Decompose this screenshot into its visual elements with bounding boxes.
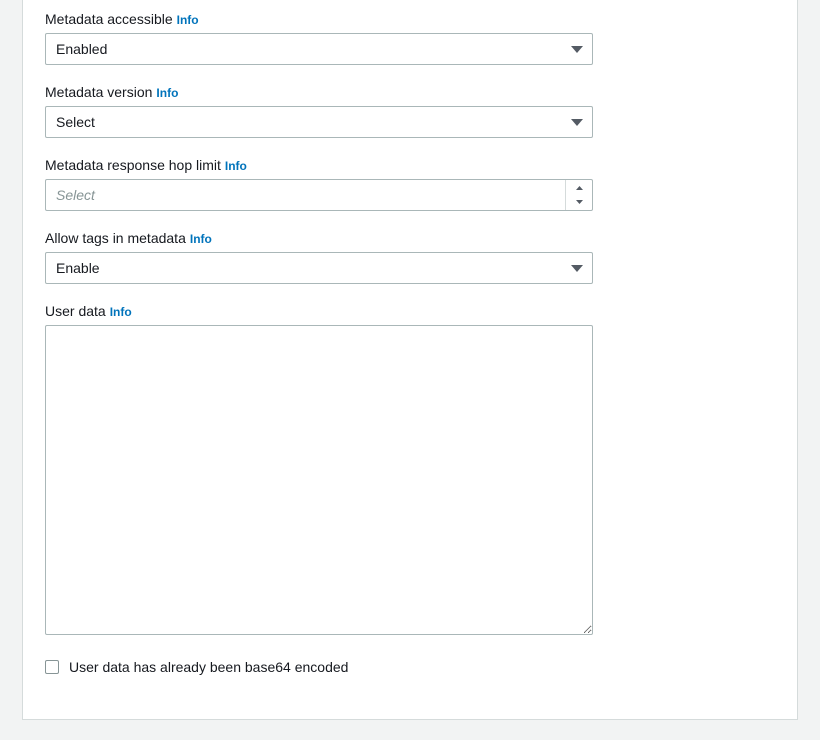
label-text: Metadata response hop limit — [45, 157, 221, 173]
label-metadata-accessible — [45, 10, 745, 29]
select-allow-tags-in-metadata[interactable] — [45, 252, 593, 284]
label-text: Metadata version — [45, 84, 153, 100]
label-text: User data — [45, 303, 106, 319]
left-gutter — [0, 0, 22, 740]
metadata-response-hop-limit-input[interactable] — [46, 179, 565, 211]
user-data-base64-checkbox[interactable] — [45, 660, 59, 674]
stepper-metadata-response-hop-limit[interactable] — [45, 179, 593, 211]
user-data-textarea-wrap — [45, 325, 593, 635]
select-metadata-version-value: Select — [56, 114, 95, 130]
field-user-data — [45, 302, 745, 635]
label-allow-tags-in-metadata — [45, 229, 745, 248]
label-user-data — [45, 302, 745, 321]
info-link-metadata-response-hop-limit[interactable]: Info — [224, 159, 247, 173]
select-metadata-accessible[interactable] — [45, 33, 593, 65]
instance-metadata-panel — [22, 0, 798, 720]
chevron-down-icon — [562, 44, 592, 54]
field-allow-tags-in-metadata — [45, 229, 745, 284]
user-data-base64-checkbox-label[interactable]: User data has already been base64 encoded — [69, 659, 349, 675]
select-allow-tags-in-metadata-value: Enable — [56, 260, 100, 276]
info-link-user-data[interactable]: Info — [109, 305, 132, 319]
form-container — [45, 10, 745, 675]
label-text: Allow tags in metadata — [45, 230, 186, 246]
label-metadata-version — [45, 83, 745, 102]
user-data-textarea[interactable] — [45, 325, 593, 635]
info-link-metadata-version[interactable]: Info — [156, 86, 179, 100]
field-metadata-accessible — [45, 10, 745, 65]
right-gutter — [798, 0, 820, 740]
stepper-buttons — [565, 180, 592, 210]
info-link-metadata-accessible[interactable]: Info — [176, 13, 199, 27]
stepper-increment-icon[interactable] — [566, 181, 592, 195]
select-metadata-accessible-value: Enabled — [56, 41, 108, 57]
field-metadata-version — [45, 83, 745, 138]
info-link-allow-tags-in-metadata[interactable]: Info — [189, 232, 212, 246]
chevron-down-icon — [562, 117, 592, 127]
label-text: Metadata accessible — [45, 11, 173, 27]
field-metadata-response-hop-limit — [45, 156, 745, 211]
label-metadata-response-hop-limit — [45, 156, 745, 175]
stepper-decrement-icon[interactable] — [566, 195, 592, 209]
chevron-down-icon — [562, 263, 592, 273]
select-metadata-version[interactable] — [45, 106, 593, 138]
bottom-strip — [0, 720, 820, 740]
user-data-base64-checkbox-row[interactable] — [45, 659, 745, 675]
